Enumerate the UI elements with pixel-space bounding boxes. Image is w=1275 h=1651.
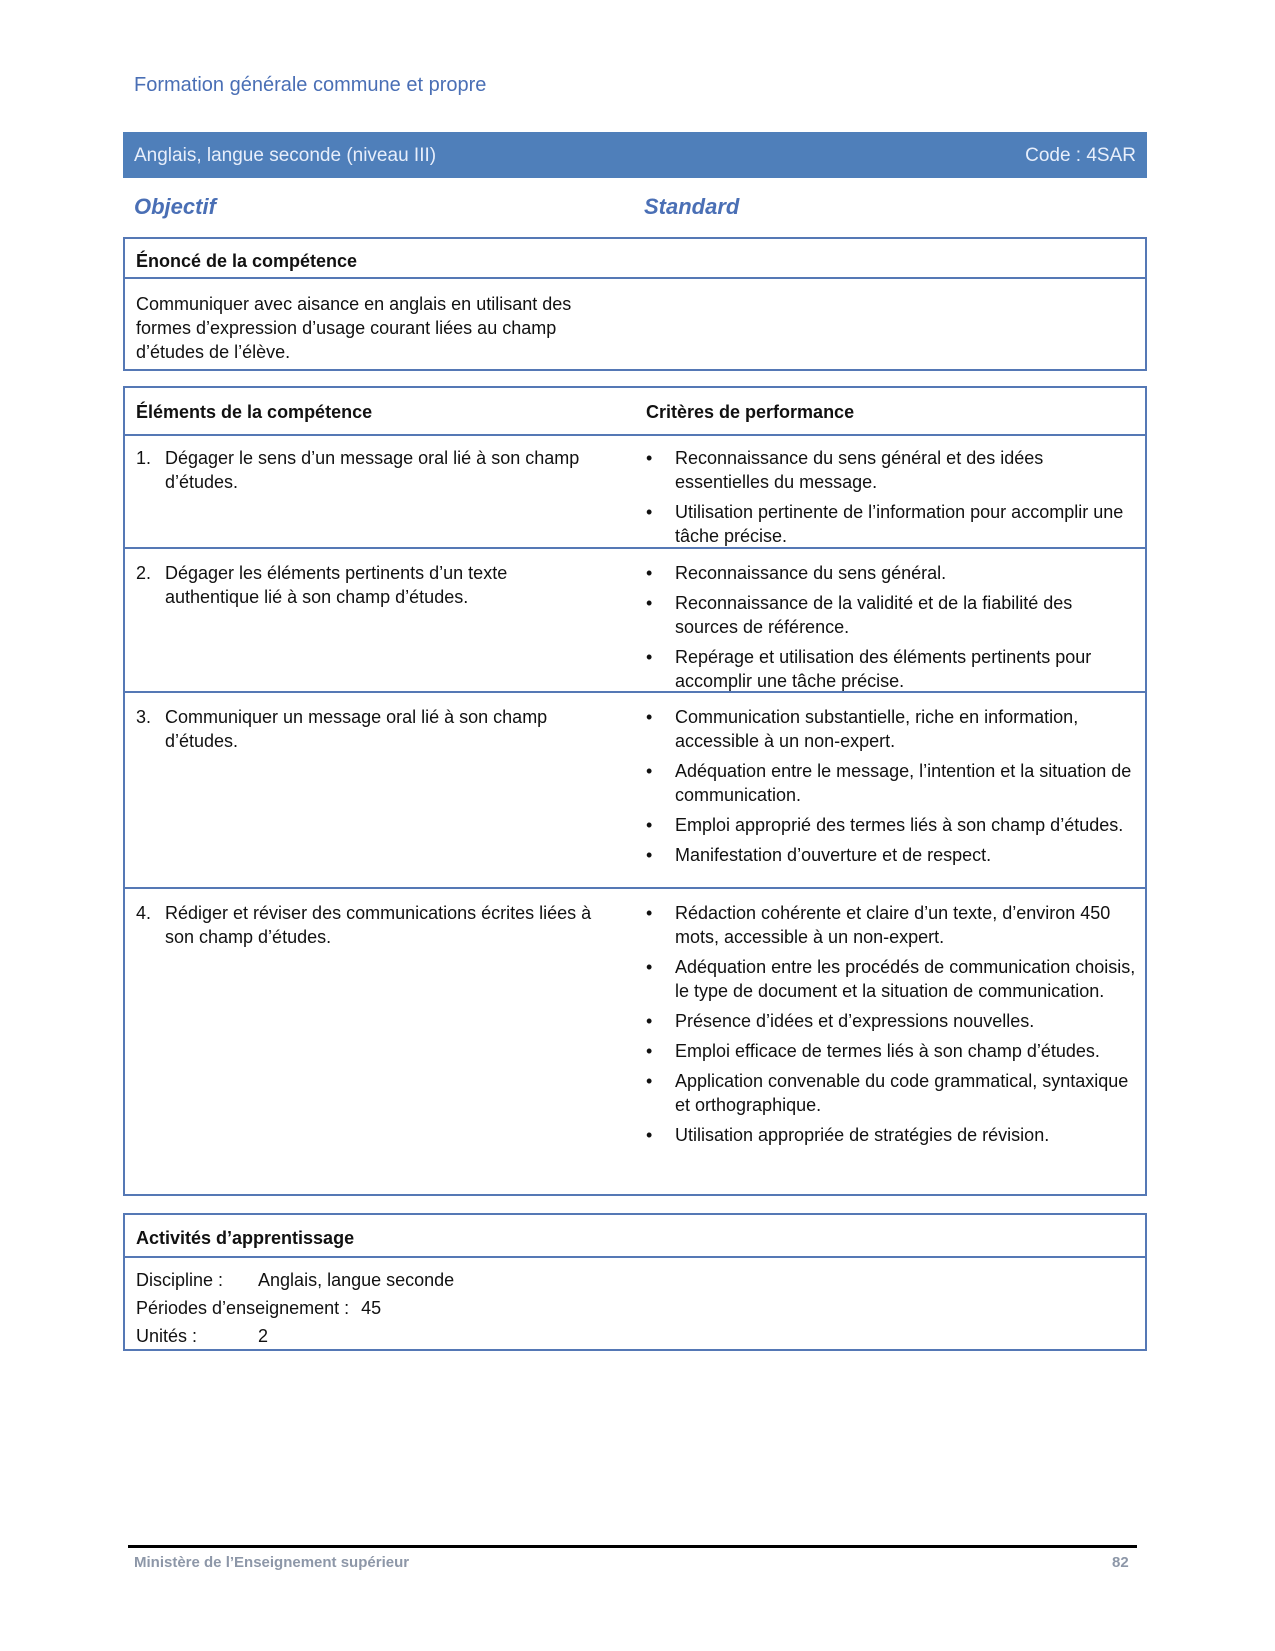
element-text: Rédiger et réviser des communications écrites liées à son champ d’études.	[165, 903, 592, 947]
elements-table	[123, 386, 1147, 1196]
unites-label: Unités :	[136, 1326, 198, 1346]
criterion: • Utilisation pertinente de l’information pour accomplir une tâche précise.	[646, 502, 1124, 546]
discipline-value: Anglais, langue seconde	[258, 1270, 455, 1290]
element-text: Dégager les éléments pertinents d’un texte authentique lié à son champ d’études.	[165, 563, 508, 607]
bullet-icon: •	[646, 761, 653, 781]
element-2	[136, 561, 606, 609]
element-text: Dégager le sens d’un message oral lié à son champ d’études.	[165, 448, 580, 492]
bullet-icon: •	[646, 1041, 653, 1061]
enonce-box	[123, 237, 1147, 371]
footer-rule	[128, 1545, 1137, 1548]
criterion: • Manifestation d’ouverture et de respect.	[646, 845, 992, 865]
criteria-list	[646, 561, 1136, 699]
criterion: • Adéquation entre les procédés de communication choisis, le type de document et la situation de communication.	[646, 957, 1136, 1001]
element-number: 1.	[136, 448, 152, 468]
table-row	[125, 693, 1145, 889]
bullet-icon: •	[646, 1071, 653, 1091]
element-number: 2.	[136, 563, 152, 583]
periodes-line	[136, 1298, 381, 1319]
criterion: • Utilisation appropriée de stratégies de révision.	[646, 1125, 1050, 1145]
bullet-icon: •	[646, 502, 653, 522]
course-name: Anglais, langue seconde (niveau III)	[134, 145, 437, 166]
bullet-icon: •	[646, 957, 653, 977]
criteria-list	[646, 705, 1136, 873]
bullet-icon: •	[646, 448, 653, 468]
table-row	[125, 434, 1145, 549]
criteria-list	[646, 446, 1136, 554]
table-row	[125, 889, 1145, 1194]
elements-header	[125, 388, 1145, 436]
unites-line	[136, 1326, 268, 1347]
bullet-icon: •	[646, 1125, 653, 1145]
unites-value: 2	[258, 1326, 269, 1346]
course-bar	[123, 132, 1147, 178]
page-title: Formation générale commune et propre	[134, 74, 487, 96]
enonce-text: Communiquer avec aisance en anglais en utilisant des formes d’expression d’usage courant liées au champ d’études de l’élève.	[136, 294, 572, 362]
criterion: • Reconnaissance de la validité et de la fiabilité des sources de référence.	[646, 593, 1073, 637]
activites-box	[123, 1213, 1147, 1351]
bullet-icon: •	[646, 593, 653, 613]
periodes-label: Périodes d’enseignement :	[136, 1298, 350, 1318]
element-4	[136, 901, 606, 949]
criterion: • Emploi efficace de termes liés à son champ d’études.	[646, 1041, 1100, 1061]
bullet-icon: •	[646, 647, 653, 667]
section-head-objectif: Objectif	[134, 194, 216, 219]
criterion: • Adéquation entre le message, l’intention et la situation de communication.	[646, 761, 1132, 805]
criterion: • Reconnaissance du sens général et des idées essentielles du message.	[646, 448, 1044, 492]
enonce-heading: Énoncé de la compétence	[125, 239, 1145, 279]
bullet-icon: •	[646, 845, 653, 865]
criterion: • Application convenable du code grammatical, syntaxique et orthographique.	[646, 1071, 1129, 1115]
element-number: 4.	[136, 903, 152, 923]
criterion: • Emploi approprié des termes liés à son champ d’études.	[646, 815, 1124, 835]
periodes-value: 45	[361, 1298, 382, 1318]
element-1	[136, 446, 606, 494]
criterion: • Repérage et utilisation des éléments pertinents pour accomplir une tâche précise.	[646, 647, 1092, 691]
page-number: 82	[1112, 1554, 1129, 1571]
bullet-icon: •	[646, 815, 653, 835]
elements-heading: Éléments de la compétence	[136, 402, 373, 422]
discipline-label: Discipline :	[136, 1270, 224, 1290]
element-3	[136, 705, 606, 753]
bullet-icon: •	[646, 563, 653, 583]
footer-ministry: Ministère de l’Enseignement supérieur	[134, 1554, 410, 1571]
element-number: 3.	[136, 707, 152, 727]
table-row	[125, 549, 1145, 693]
criterion: • Rédaction cohérente et claire d’un texte, d’environ 450 mots, accessible à un non-expert.	[646, 903, 1111, 947]
criterion: • Communication substantielle, riche en information, accessible à un non-expert.	[646, 707, 1079, 751]
activites-heading: Activités d’apprentissage	[125, 1215, 1145, 1258]
criteria-list	[646, 901, 1136, 1153]
criterion: • Reconnaissance du sens général.	[646, 563, 947, 583]
criteria-heading: Critères de performance	[646, 402, 855, 422]
course-code: Code : 4SAR	[1025, 145, 1136, 166]
discipline-line	[136, 1270, 454, 1291]
bullet-icon: •	[646, 1011, 653, 1031]
bullet-icon: •	[646, 707, 653, 727]
element-text: Communiquer un message oral lié à son champ d’études.	[165, 707, 548, 751]
criterion: • Présence d’idées et d’expressions nouvelles.	[646, 1011, 1035, 1031]
bullet-icon: •	[646, 903, 653, 923]
section-head-standard: Standard	[644, 194, 740, 219]
